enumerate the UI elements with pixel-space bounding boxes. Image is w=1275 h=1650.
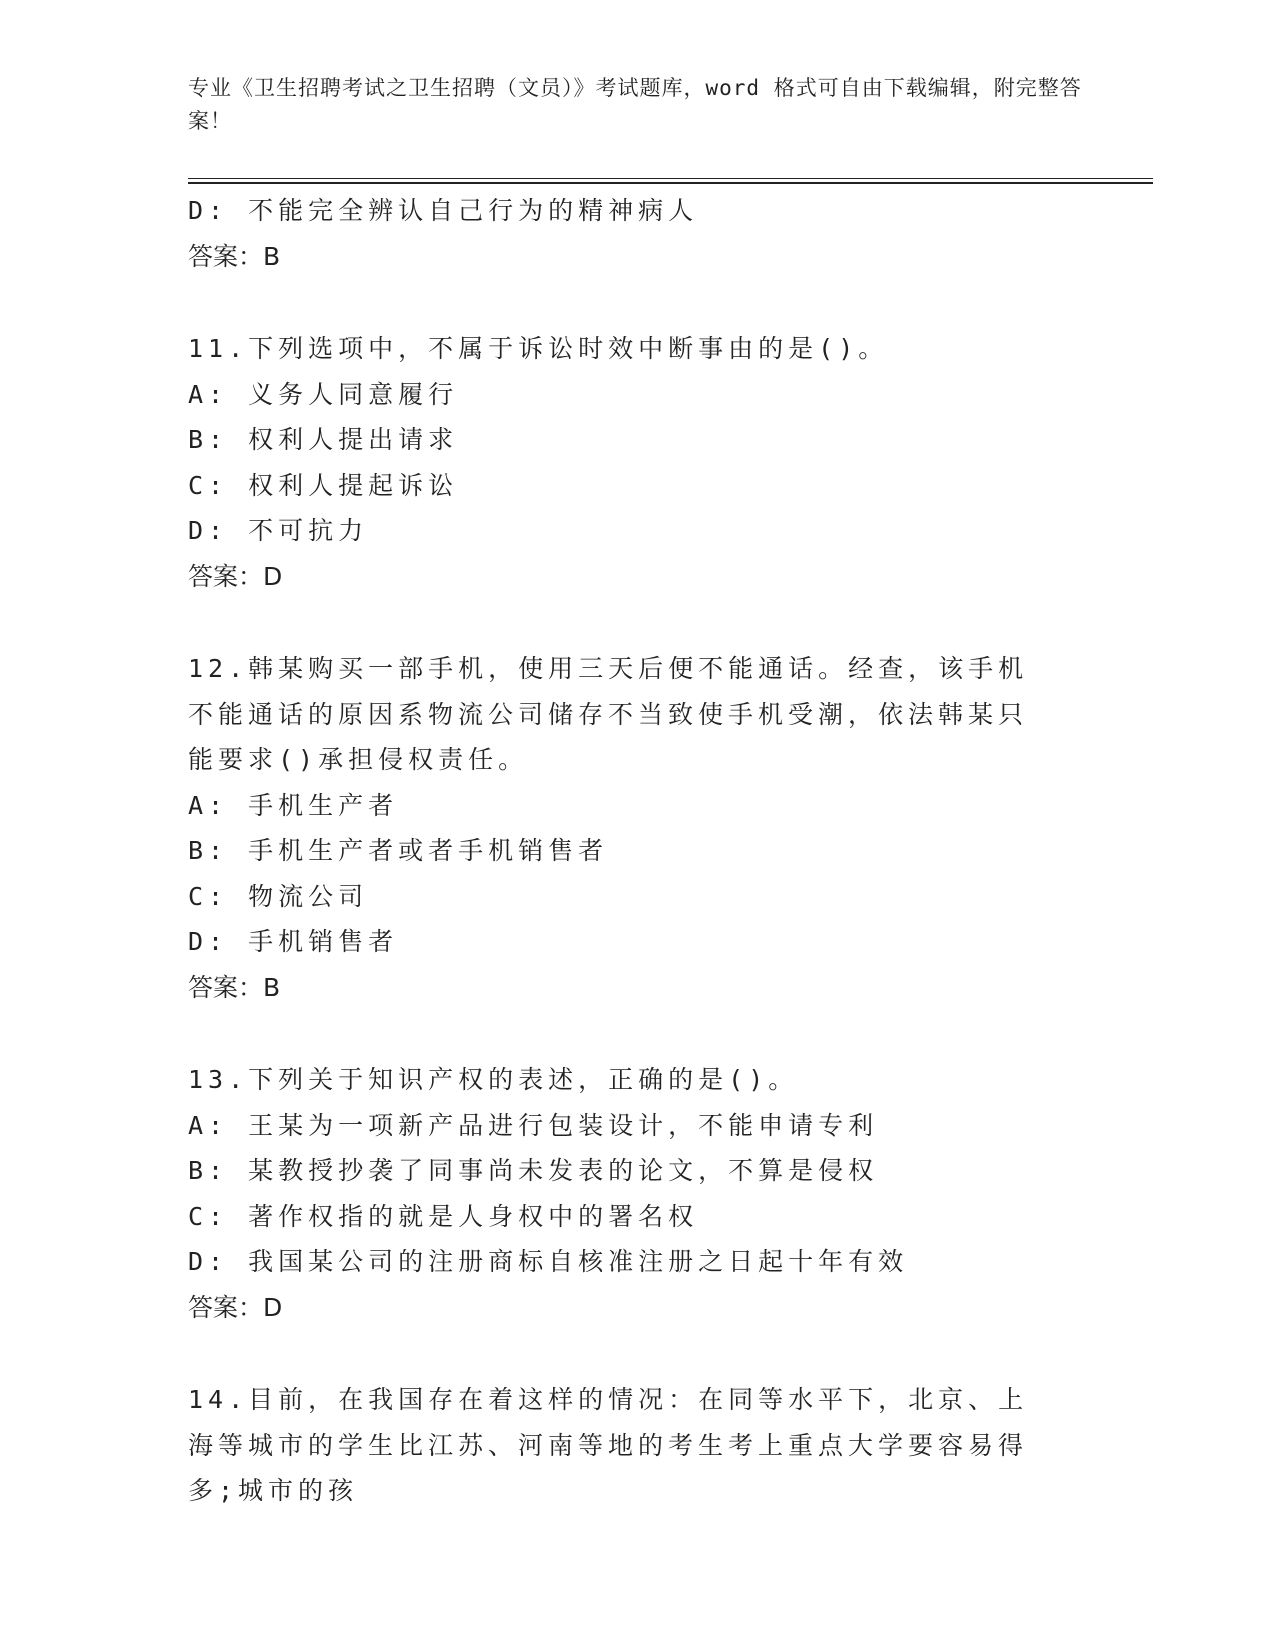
answer: 答案：D [188,1292,283,1322]
answer: 答案：B [188,241,281,271]
option-d: D: 我国某公司的注册商标自核准注册之日起十年有效 [188,1247,909,1276]
answer: 答案：B [188,972,281,1002]
question-stem: 13.下列关于知识产权的表述，正确的是()。 [188,1065,799,1094]
question-14 [188,1377,1088,1514]
option-c: C: 著作权指的就是人身权中的署名权 [188,1201,699,1231]
question-stem: 11.下列选项中，不属于诉讼时效中断事由的是()。 [188,334,889,363]
option-b: B: 权利人提出请求 [188,425,459,454]
option-d: D: 不能完全辨认自己行为的精神病人 [188,196,699,225]
header-rule-thick [188,182,1153,184]
question-12 [188,646,1088,1010]
question-stem: 14.目前，在我国存在着这样的情况：在同等水平下，北京、上海等城市的学生比江苏、河南等地的考生考上重点大学要容易得多;城市的孩 [188,1385,1029,1505]
option-c: C: 物流公司 [188,881,369,911]
option-a: A: 手机生产者 [188,790,399,820]
question-13 [188,1057,1088,1330]
question-stem: 12.韩某购买一部手机，使用三天后便不能通话。经查，该手机不能通话的原因系物流公司储存不当致使手机受潮，依法韩某只能要求()承担侵权责任。 [188,654,1029,774]
option-d: D: 不可抗力 [188,516,369,545]
option-a: A: 王某为一项新产品进行包装设计，不能申请专利 [188,1110,879,1140]
page-header: 专业《卫生招聘考试之卫生招聘（文员）》考试题库，word 格式可自由下载编辑，附完整答案！ [188,76,1082,133]
document-body [188,188,1088,1514]
option-a: A: 义务人同意履行 [188,379,459,409]
option-b: B: 某教授抄袭了同事尚未发表的论文，不算是侵权 [188,1156,879,1185]
option-b: B: 手机生产者或者手机销售者 [188,836,609,865]
option-c: C: 权利人提起诉讼 [188,470,459,500]
option-d: D: 手机销售者 [188,927,399,956]
header-rule-thin [188,178,1153,179]
question-11 [188,326,1088,599]
answer: 答案：D [188,561,283,591]
